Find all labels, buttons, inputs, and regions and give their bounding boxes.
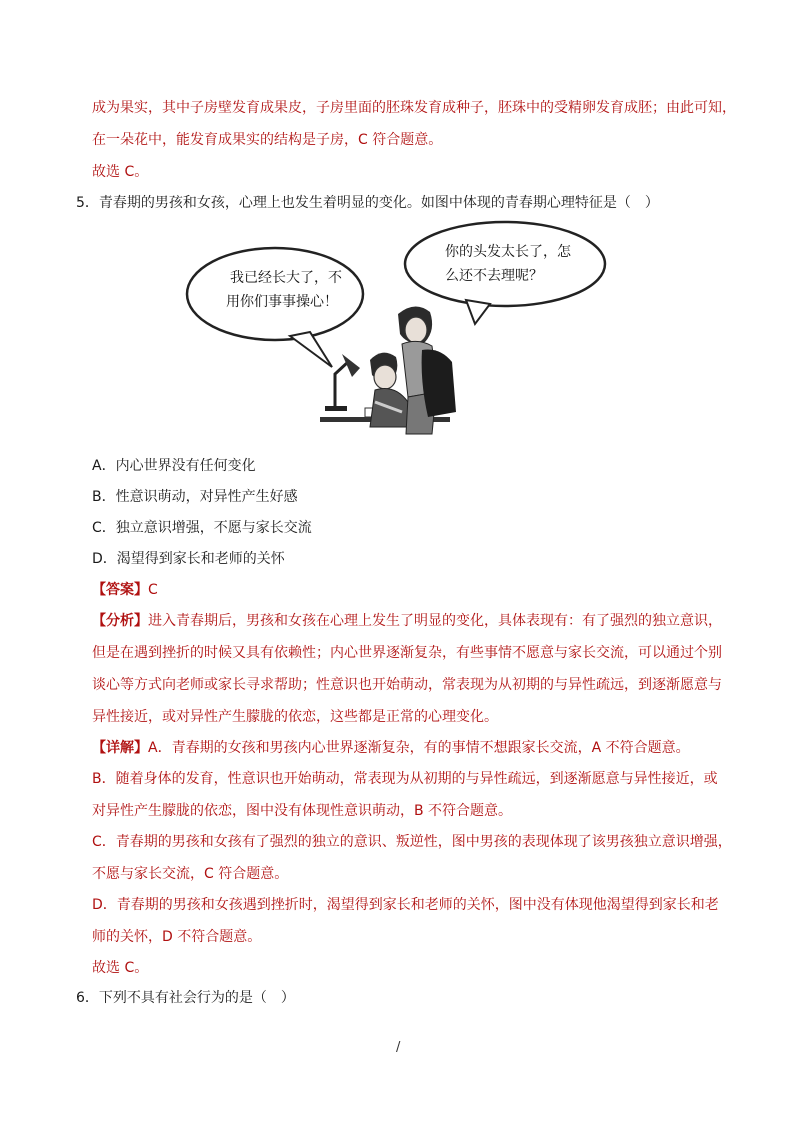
detail-label: 【详解】 <box>92 740 148 756</box>
answer-label: 【答案】 <box>92 582 148 598</box>
q5-option-d: D．渴望得到家长和老师的关怀 <box>92 551 285 567</box>
analysis-text-1: 进入青春期后，男孩和女孩在心理上发生了明显的变化，具体表现有：有了强烈的独立意识， <box>148 613 722 629</box>
q5-analysis-line-3: 谈心等方式向老师或家长寻求帮助；性意识也开始萌动，常表现为从初期的与异性疏远，到逐渐愿意与 <box>92 677 722 693</box>
mother-figure <box>398 306 456 434</box>
q6-stem: 6．下列不具有社会行为的是（ ） <box>76 990 295 1006</box>
q5-option-a: A．内心世界没有任何变化 <box>92 458 256 474</box>
q5-analysis-line-4: 异性接近，或对异性产生朦胧的依恋，这些都是正常的心理变化。 <box>92 709 498 725</box>
bubble-right-line-2: 么还不去理呢？ <box>445 268 543 284</box>
q5-option-c: C．独立意识增强，不愿与家长交流 <box>92 520 312 536</box>
q5-detail-a <box>92 738 690 758</box>
q5-detail-b-line-2: 对异性产生朦胧的依恋，图中没有体现性意识萌动，B 不符合题意。 <box>92 803 513 819</box>
q5-detail-c-line-2: 不愿与家长交流，C 符合题意。 <box>92 866 289 882</box>
bubble-left-tail <box>290 332 332 367</box>
q5-answer <box>92 580 158 600</box>
answer-value: C <box>148 582 158 598</box>
detail-a-text: A．青春期的女孩和男孩内心世界逐渐复杂，有的事情不想跟家长交流，A 不符合题意。 <box>148 740 690 756</box>
q5-analysis-line-2: 但是在遇到挫折的时候又具有依赖性；内心世界逐渐复杂，有些事情不愿意与家长交流，可以通过个别 <box>92 645 722 661</box>
q4-explanation-line-2: 在一朵花中，能发育成果实的结构是子房，C 符合题意。 <box>92 132 443 148</box>
analysis-label: 【分析】 <box>92 613 148 629</box>
q5-conclusion: 故选 C。 <box>92 960 149 976</box>
q5-illustration <box>170 212 640 437</box>
bubble-right-tail <box>466 300 490 324</box>
bubble-left-line-2: 用你们事事操心！ <box>226 294 338 310</box>
q4-conclusion: 故选 C。 <box>92 164 149 180</box>
q5-detail-d-line-2: 师的关怀，D 不符合题意。 <box>92 929 262 945</box>
q4-explanation-line-1: 成为果实，其中子房壁发育成果皮，子房里面的胚珠发育成种子，胚珠中的受精卵发育成胚；由此可知， <box>92 100 736 116</box>
q5-option-b: B．性意识萌动，对异性产生好感 <box>92 489 298 505</box>
page-footer-mark: / <box>396 1040 401 1055</box>
q5-analysis-line-1 <box>92 611 722 631</box>
q5-detail-b-line-1: B．随着身体的发育，性意识也开始萌动，常表现为从初期的与异性疏远，到逐渐愿意与异性接近，或 <box>92 771 718 787</box>
cartoon-svg <box>170 212 640 437</box>
bubble-right-line-1: 你的头发太长了，怎 <box>445 244 571 260</box>
q5-stem: 5．青春期的男孩和女孩，心理上也发生着明显的变化。如图中体现的青春期心理特征是（ ） <box>76 195 659 211</box>
q5-detail-d-line-1: D．青春期的男孩和女孩遇到挫折时，渴望得到家长和老师的关怀，图中没有体现他渴望得到家长和老 <box>92 897 719 913</box>
speech-bubble-right <box>405 222 605 306</box>
bubble-left-line-1: 我已经长大了，不 <box>230 270 342 286</box>
q5-detail-c-line-1: C．青春期的男孩和女孩有了强烈的独立的意识、叛逆性，图中男孩的表现体现了该男孩独立意识增强， <box>92 834 732 850</box>
